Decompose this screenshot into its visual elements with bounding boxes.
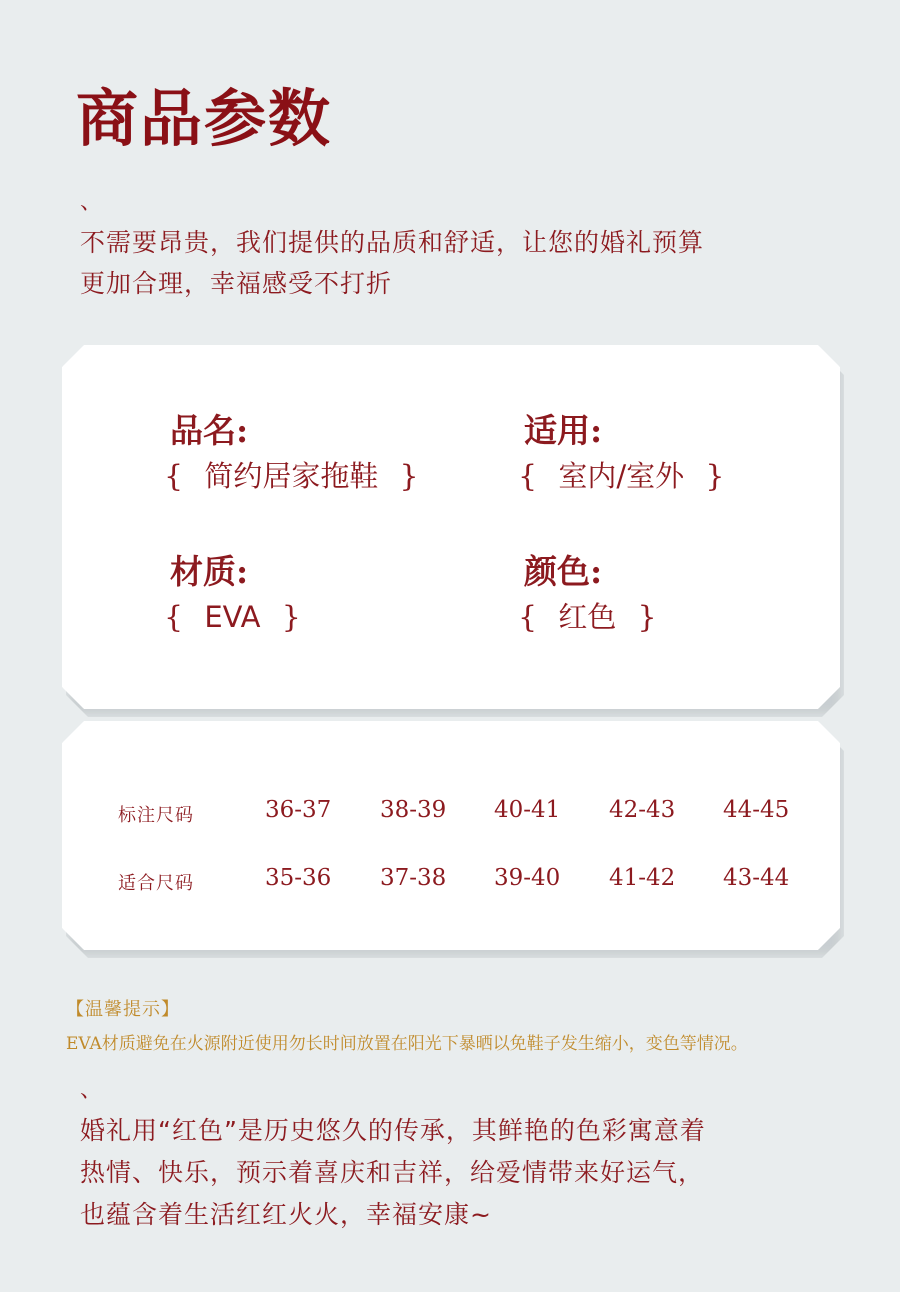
param-value <box>518 597 657 638</box>
outro-line: 也蕴含着生活红红火火，幸福安康~ <box>80 1200 492 1229</box>
intro-text <box>80 222 820 304</box>
param-value-text: 简约居家拖鞋 <box>204 459 379 493</box>
decorative-tick: 、 <box>80 1078 103 1103</box>
brace-close: } <box>637 600 657 635</box>
size-row-label: 适合尺码 <box>118 873 194 894</box>
param-value-text: EVA <box>204 600 261 634</box>
param-value <box>164 456 419 497</box>
brace-open: { <box>164 600 184 635</box>
tip-title: 【温馨提示】 <box>66 999 180 1020</box>
param-label: 适用: <box>524 411 603 450</box>
size-cell: 36-37 <box>265 797 332 823</box>
size-cell: 40-41 <box>494 797 561 823</box>
param-color <box>518 553 657 638</box>
brace-open: { <box>518 459 538 494</box>
param-usage <box>518 412 724 497</box>
param-value <box>518 456 724 497</box>
outro-line: 热情、快乐，预示着喜庆和吉祥，给爱情带来好运气， <box>80 1158 705 1187</box>
param-value-text: 室内/室外 <box>558 459 685 493</box>
size-cell: 37-38 <box>380 865 447 891</box>
page-title: 商品参数 <box>76 82 333 155</box>
size-cell: 35-36 <box>265 865 332 891</box>
outro-text <box>80 1110 860 1236</box>
tip-text: EVA材质避免在火源附近使用勿长时间放置在阳光下暴晒以免鞋子发生缩小，变色等情况。 <box>66 1034 748 1054</box>
intro-line: 更加合理，幸福感受不打折 <box>80 269 393 298</box>
brace-open: { <box>518 600 538 635</box>
size-cell: 39-40 <box>494 865 561 891</box>
param-product-name <box>164 412 419 497</box>
brace-close: } <box>399 459 419 494</box>
param-label: 材质: <box>170 552 249 591</box>
size-cell: 41-42 <box>609 865 676 891</box>
param-value <box>164 597 301 638</box>
param-material <box>164 553 301 638</box>
size-row-label: 标注尺码 <box>118 805 194 826</box>
spec-card <box>62 345 840 709</box>
brace-close: } <box>281 600 301 635</box>
param-label: 品名: <box>170 411 249 450</box>
param-value-text: 红色 <box>558 600 617 634</box>
size-cell: 42-43 <box>609 797 676 823</box>
decorative-tick: 、 <box>80 190 103 215</box>
brace-close: } <box>705 459 725 494</box>
size-cell: 44-45 <box>723 797 790 823</box>
brace-open: { <box>164 459 184 494</box>
outro-line: 婚礼用“红色”是历史悠久的传承，其鲜艳的色彩寓意着 <box>80 1116 706 1145</box>
size-cell: 38-39 <box>380 797 447 823</box>
param-label: 颜色: <box>524 552 603 591</box>
intro-line: 不需要昂贵，我们提供的品质和舒适，让您的婚礼预算 <box>80 228 705 257</box>
size-card <box>62 721 840 950</box>
size-cell: 43-44 <box>723 865 790 891</box>
